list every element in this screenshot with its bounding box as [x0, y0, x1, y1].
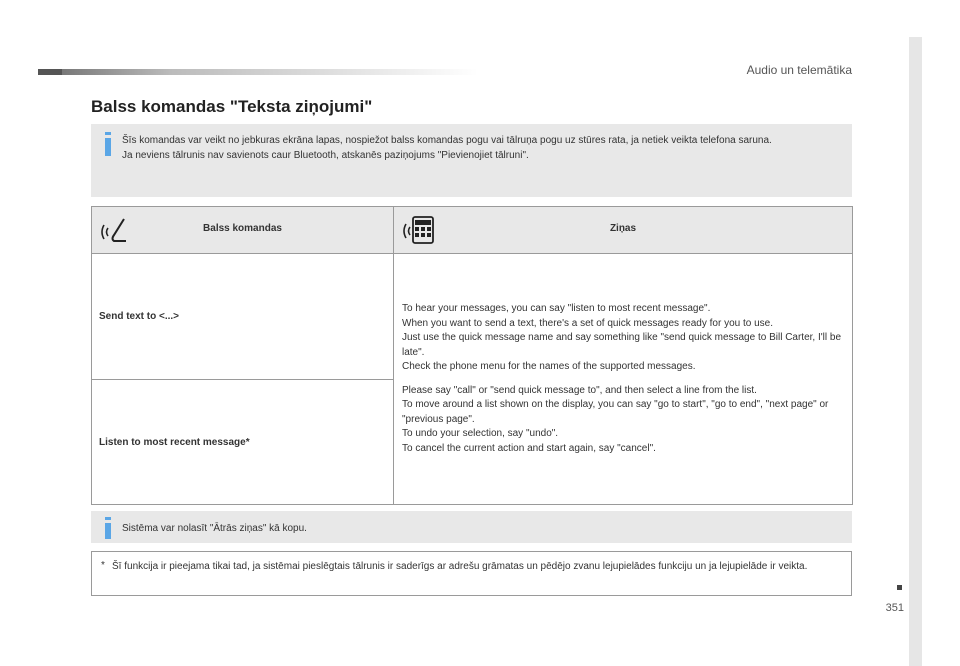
- table-row: [92, 254, 853, 380]
- response-para-1: To hear your messages, you can say "listen to most recent message". When you want to send a text, there's a set of quick messages ready for you to use. Just use the quick message name and say something like "send quick message to Bill Carter, I'll be late". Check the phone menu for the names of the supported messages.: [402, 303, 842, 372]
- page-marker: [897, 585, 902, 590]
- header-gradient-bar: [38, 69, 478, 75]
- info-icon: [101, 517, 115, 539]
- footnote-text: Šī funkcija ir pieejama tikai tad, ja sistēmai pieslēgtais tālrunis ir saderīgs ar adrešu grāmatas un pēdējo zvanu lejupielādes funkciju un ja lejupielāde ir veikta.: [112, 561, 808, 572]
- info-box: [91, 124, 852, 197]
- response-para-2: Please say "call" or "send quick message to", and then select a line from the list. To move around a list shown on the display, you can say "go to start", "go to end", "next page" or "previous page". To undo your selection, say "undo". To cancel the current action and start again, say "cancel".: [402, 384, 829, 454]
- table-header-row: [92, 207, 853, 254]
- info-line-2: Ja neviens tālrunis nav savienots caur Bluetooth, atskanēs paziņojums "Pievienojiet tālruni".: [122, 149, 529, 161]
- footnote-star: *: [101, 560, 105, 571]
- voice-commands-table: [91, 206, 853, 505]
- col-header-messages-label: Ziņas: [609, 223, 637, 234]
- col-header-messages: [394, 207, 853, 254]
- page-heading: Balss komandas "Teksta ziņojumi": [91, 97, 373, 116]
- footnote: [91, 551, 852, 596]
- info-text: [122, 134, 832, 163]
- command-send-text: Send text to <...>: [92, 254, 394, 380]
- col-header-commands-label: Balss komandas: [203, 223, 282, 234]
- page-number: 351: [885, 602, 904, 614]
- command-listen-recent: Listen to most recent message*: [92, 380, 394, 505]
- info-icon: [101, 132, 115, 156]
- page-edge-strip: [909, 37, 922, 666]
- response-text: [394, 254, 853, 505]
- col-header-commands: [92, 207, 394, 254]
- info-box-2: [91, 511, 852, 543]
- info-text-2: Sistēma var nolasīt "Ātrās ziņas" kā kopu.: [122, 523, 307, 534]
- info-line-1: Šīs komandas var veikt no jebkuras ekrāna lapas, nospiežot balss komandas pogu vai tālruņa pogu uz stūres rata, ja netiek veikta telefona saruna.: [122, 135, 772, 146]
- section-title: Audio un telemātika: [746, 63, 852, 77]
